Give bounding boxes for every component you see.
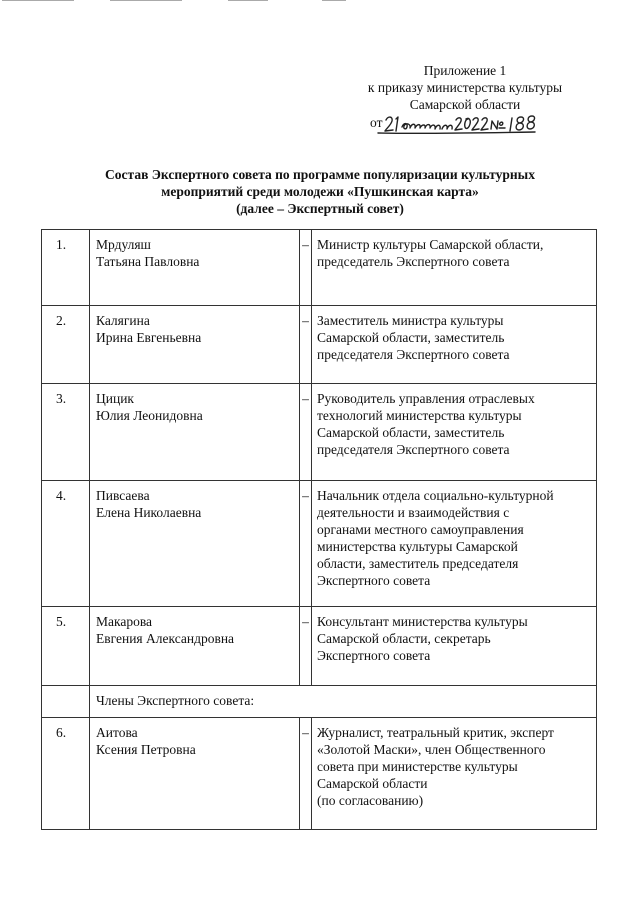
role-line: Консультант министерства культуры <box>317 614 528 629</box>
dash-separator: – <box>300 607 312 686</box>
member-given-names: Евгения Александровна <box>96 631 235 646</box>
member-given-names: Елена Николаевна <box>96 505 202 520</box>
appendix-header <box>340 62 590 113</box>
member-given-names: Юлия Леонидовна <box>96 408 203 423</box>
role-line: председателя Экспертного совета <box>317 347 510 362</box>
scan-edge-mark <box>322 0 346 1</box>
role-line: Заместитель министра культуры <box>317 313 504 328</box>
dash-separator: – <box>300 481 312 607</box>
role-line: органами местного самоуправления <box>317 522 524 537</box>
role-line: Журналист, театральный критик, эксперт <box>317 725 554 740</box>
row-number-empty <box>42 686 90 718</box>
member-surname: Калягина <box>96 313 150 328</box>
scan-edge-mark <box>228 0 268 1</box>
role-line: Экспертного совета <box>317 648 431 663</box>
title-line-2: мероприятий среди молодежи «Пушкинская карта» <box>161 184 479 199</box>
role-line: Самарской области, секретарь <box>317 631 491 646</box>
scan-edge-mark <box>2 0 74 1</box>
member-given-names: Татьяна Павловна <box>96 254 200 269</box>
role-line: технологий министерства культуры <box>317 408 522 423</box>
member-name <box>90 718 300 830</box>
role-line: (по согласованию) <box>317 793 424 808</box>
role-line: председатель Экспертного совета <box>317 254 510 269</box>
document-title <box>40 166 600 217</box>
role-line: Самарской области, заместитель <box>317 330 505 345</box>
row-number: 3. <box>42 384 90 481</box>
member-name <box>90 607 300 686</box>
member-role <box>312 481 597 607</box>
member-role <box>312 607 597 686</box>
table-row <box>42 686 597 718</box>
table-row <box>42 384 597 481</box>
row-number: 1. <box>42 230 90 306</box>
member-name <box>90 384 300 481</box>
role-line: министерства культуры Самарской <box>317 539 518 554</box>
row-number: 6. <box>42 718 90 830</box>
role-line: Самарской области <box>317 776 428 791</box>
role-line: совета при министерстве культуры <box>317 759 518 774</box>
row-number: 4. <box>42 481 90 607</box>
member-name <box>90 481 300 607</box>
table-row <box>42 718 597 830</box>
order-date-prefix: от <box>370 115 383 130</box>
section-header: Члены Экспертного совета: <box>90 686 597 718</box>
table-row <box>42 306 597 384</box>
table-row <box>42 230 597 306</box>
role-line: Министр культуры Самарской области, <box>317 237 544 252</box>
row-number: 2. <box>42 306 90 384</box>
handwritten-date-signature <box>370 112 560 136</box>
dash-separator: – <box>300 306 312 384</box>
member-name <box>90 306 300 384</box>
scan-edge-mark <box>110 0 182 1</box>
role-line: председателя Экспертного совета <box>317 442 510 457</box>
title-line-1: Состав Экспертного совета по программе популяризации культурных <box>105 167 535 182</box>
member-surname: Аитова <box>96 725 138 740</box>
table-row <box>42 607 597 686</box>
role-line: «Золотой Маски», член Общественного <box>317 742 546 757</box>
appendix-line-1: Приложение 1 <box>423 63 507 78</box>
role-line: Начальник отдела социально-культурной <box>317 488 554 503</box>
member-given-names: Ирина Евгеньевна <box>96 330 202 345</box>
member-role <box>312 384 597 481</box>
dash-separator: – <box>300 230 312 306</box>
role-line: Руководитель управления отраслевых <box>317 391 535 406</box>
appendix-line-2: к приказу министерства культуры <box>367 80 563 95</box>
role-line: деятельности и взаимодействия с <box>317 505 510 520</box>
member-role <box>312 230 597 306</box>
order-date-row <box>370 112 560 136</box>
table-row <box>42 481 597 607</box>
member-role <box>312 306 597 384</box>
row-number: 5. <box>42 607 90 686</box>
member-surname: Пивсаева <box>96 488 150 503</box>
member-surname: Цицик <box>96 391 134 406</box>
role-line: Экспертного совета <box>317 573 431 588</box>
dash-separator: – <box>300 384 312 481</box>
member-name <box>90 230 300 306</box>
council-members-table <box>41 229 597 830</box>
member-surname: Мрдуляш <box>96 237 151 252</box>
appendix-line-3: Самарской области <box>409 97 521 112</box>
member-role <box>312 718 597 830</box>
role-line: области, заместитель председателя <box>317 556 519 571</box>
role-line: Самарской области, заместитель <box>317 425 505 440</box>
title-line-3: (далее – Экспертный совет) <box>236 201 404 216</box>
member-surname: Макарова <box>96 614 153 629</box>
dash-separator: – <box>300 718 312 830</box>
member-given-names: Ксения Петровна <box>96 742 196 757</box>
